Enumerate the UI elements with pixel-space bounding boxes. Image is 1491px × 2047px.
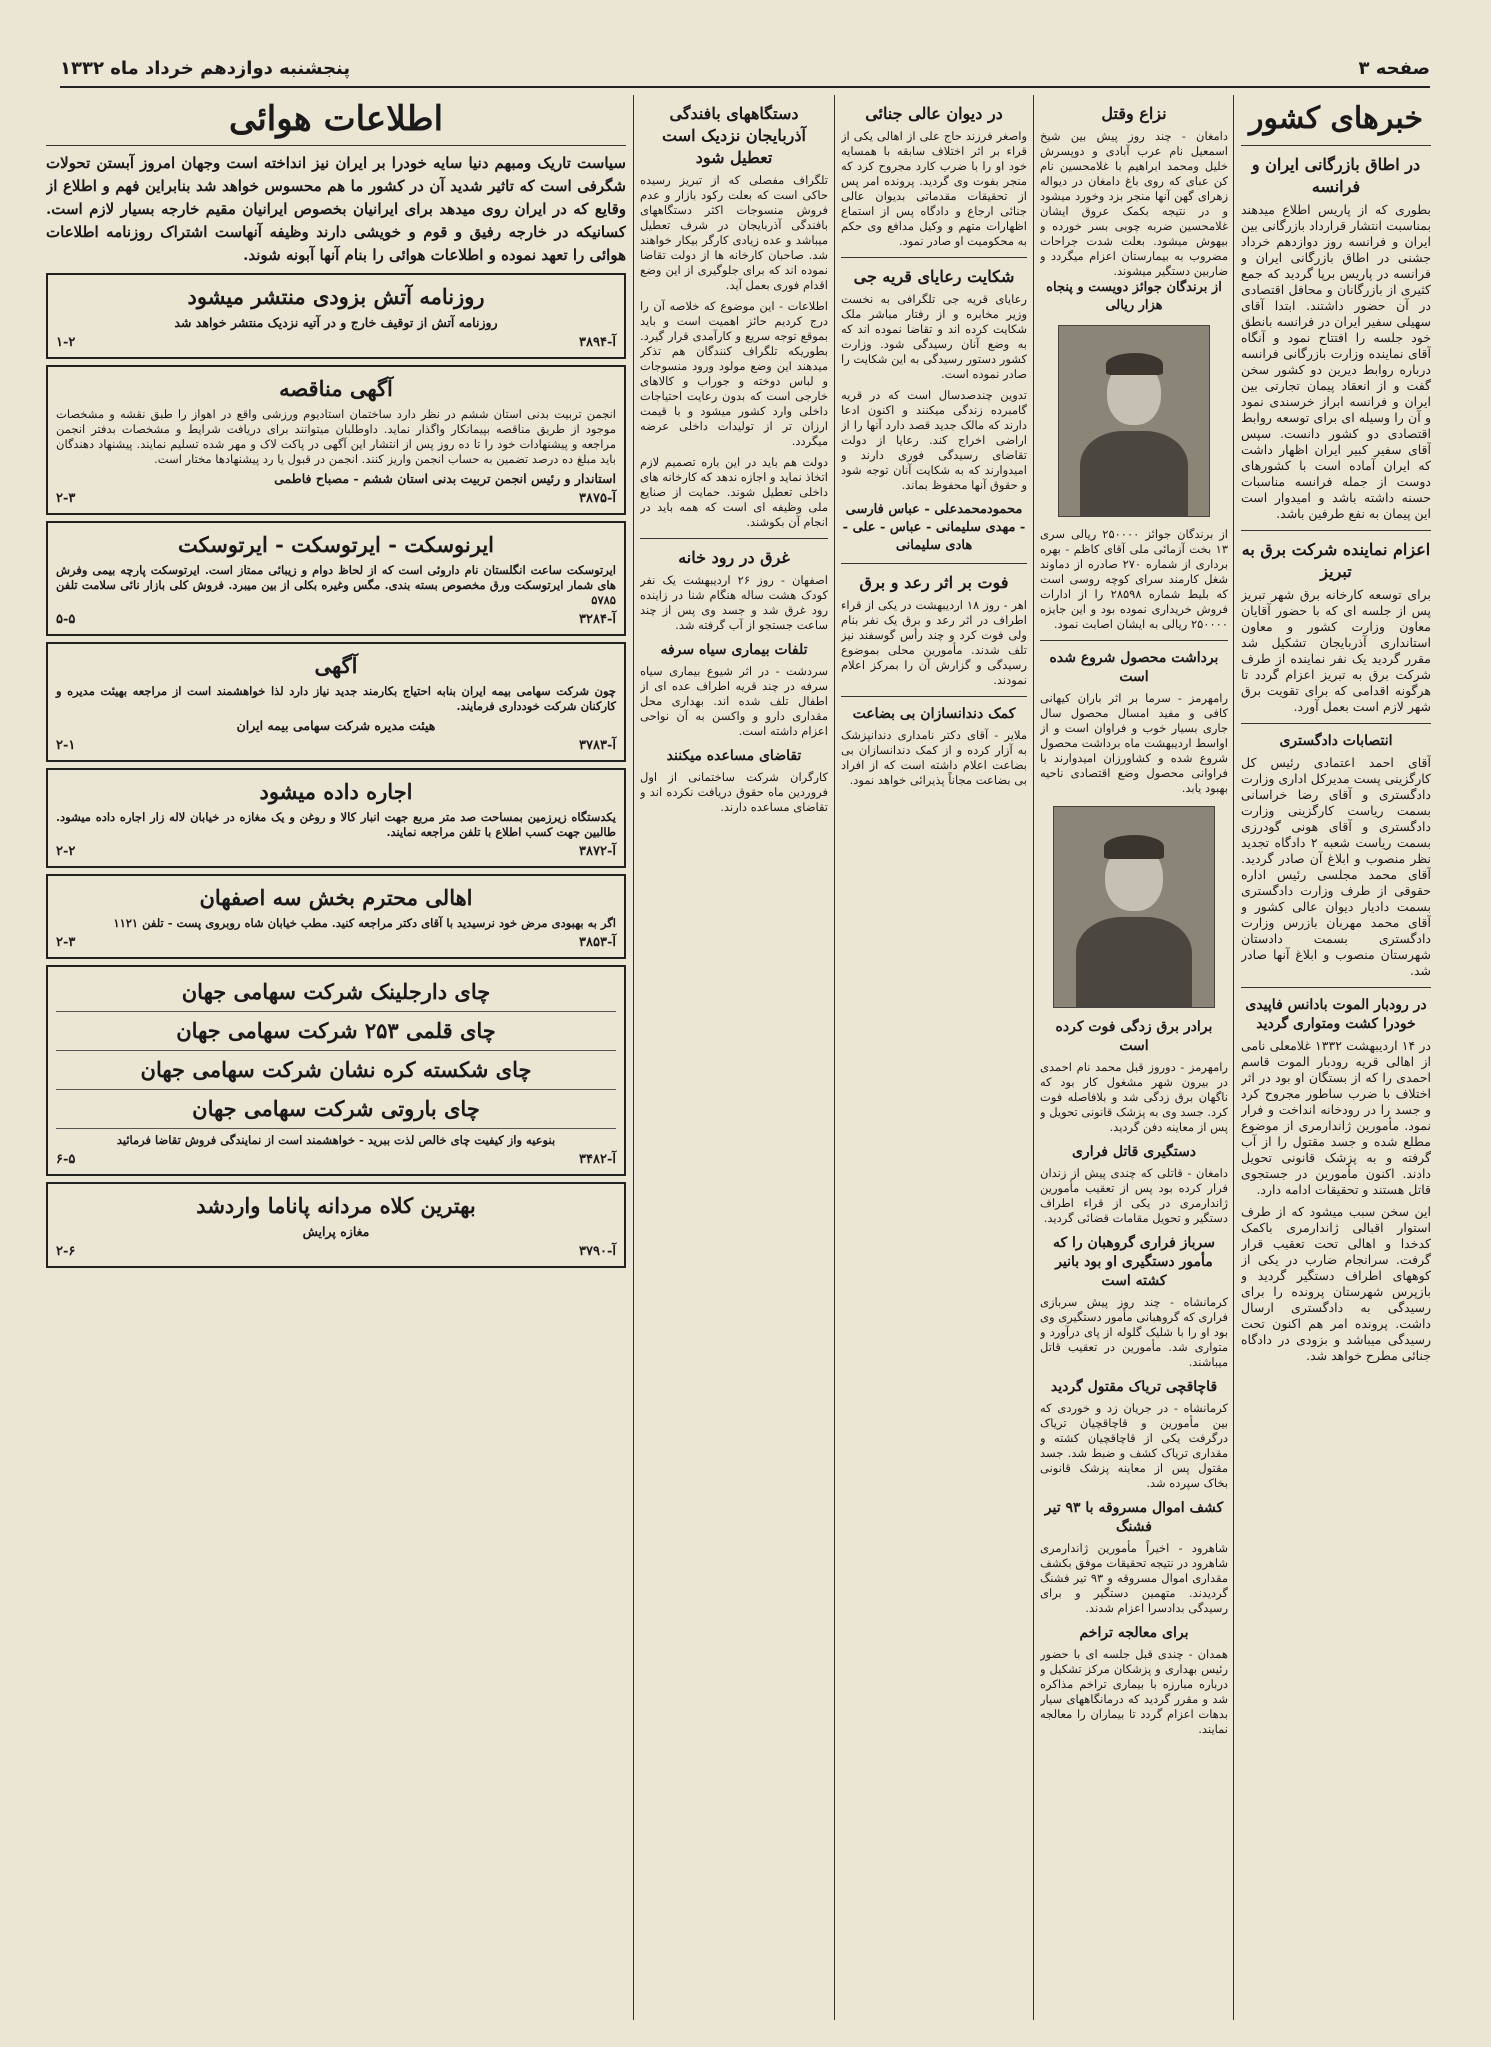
article-lightning-death: اهر - روز ۱۸ اردیبهشت در یکی از قراء اطراف در اثر رعد و برق یک نفر بنام ولی فوت کرد و چند رأس گوسفند نیز تلف شدند. مأمورین محلی بموضوع رسیدگی و گزارش آن را بمرکز اعلام نمودند.	[841, 598, 1027, 687]
divider	[1241, 723, 1431, 724]
article-drowning: اصفهان - روز ۲۶ اردیبهشت یک نفر کودک هشت ساله هنگام شنا در زاینده رود غرق شد و جسد وی پس از چند ساعت جستجو از آب گرفته شد.	[640, 573, 828, 632]
article-alamut-continued: این سخن سبب میشود که از طرف استوار اقبالی ژاندارمری باکمک کدخدا و اهالی تحت تعقیب قرار گرفت. سرانجام ضارب در یکی از کوههای اطراف دستگیر گردید و بازپرس شهرستان پرونده را برای رسیدگی به دادگستری ارسال داشت. پرونده امر هم اکنون تحت رسیدگی میباشد و بزودی در دادگاه جنائی مطرح خواهد شد.	[1241, 1204, 1431, 1363]
ad-ref: آ-۳۲۸۴ ۵-۵	[56, 612, 616, 627]
column-rule	[1033, 95, 1034, 2020]
headline-lightning-death: فوت بر اثر رعد و برق	[859, 573, 1009, 592]
tea-note: بنوعیه واز کیفیت چای خالص لذت ببرید - خواهشمند است از نمایندگی فروش تقاضا فرمائید	[116, 1133, 556, 1147]
divider	[1040, 640, 1228, 641]
ad-box-insecticide	[46, 521, 626, 636]
article-trachoma: همدان - چندی قبل جلسه ای با حضور رئیس بهداری و پزشکان مرکز تشکیل و درباره مبارزه با بیماری تراخم مذاکره شد و مقرر گردید که درمانگاههای سیار بدهات اعزام گردد تا بیماران را معالجه نمایند.	[1040, 1647, 1228, 1736]
article-editorial-note: اطلاعات - این موضوع که خلاصه آن را درج کردیم حائز اهمیت است و باید بموقع توجه سریع و کارآمدی قرار گیرد. بطوریکه تلگراف کنندگان هم تذکر میدهند این وضع مولود ورود منسوجات و لباس دوخته و جوراب و کالاهای خارجی است که بدون رعایت احتیاجات داخلی وارد کشور میشود و با قیمت ارزان تر از تولیدات داخلی عرضه میگردد.	[640, 299, 828, 448]
ad-box-insurance	[46, 642, 626, 762]
headline-whooping-cough: تلفات بیماری سیاه سرفه	[660, 642, 808, 658]
tea-line: چای شکسته کره نشان شرکت سهامی جهان	[56, 1051, 616, 1090]
headline-electrocution: برادر برق زدگی فوت کرده است	[1055, 1019, 1213, 1054]
ad-signature-tender: استاندار و رئیس انجمن تربیت بدنی استان ششم - مصباح فاطمی	[274, 471, 616, 486]
headline-soldier-fugitive: سرباز فراری گروهبان را که مأمور دستگیری او بود بانیر کشته است	[1052, 1235, 1216, 1289]
article-villagers-complaint: رعایای قریه جی تلگرافی به نخست وزیر مخابره و از رفتار مباشر ملک شکایت کرده اند و تقاضا نموده اند که به وضع آنان رسیدگی شود. وزارت کشور دستور رسیدگی به این شکایت را صادر نموده است.	[841, 292, 1027, 381]
ad-title-insurance: آگهی	[314, 653, 358, 678]
column-provincial-news	[1040, 95, 1228, 2020]
article-chamber-commerce: بطوری که از پاریس اطلاع میدهند بمناسبت انتشار قرارداد بازرگانی بین ایران و فرانسه روز دوازدهم خرداد جشنی در اطاق بازرگانی ایران و فرانسه در پاریس برپا گردید که جمع کثیری از بازرگانان و محافل اقتصادی در آن حضور داشتند. ابتدا آقای سهیلی سفیر ایران در فرانسه بانطق خود جلسه را افتتاح نمود و آنگاه آقای نماینده وزارت بازرگانی فرانسه درباره روابط دیرین دو کشور سخن گفت و از انعقاد پیمان تجارتی بین ایران و فرانسه ابراز خرسندی نمود و آن را وسیله ای برای توسعه روابط اقتصادی دو کشور دانست. سپس آقای سفیر کبیر ایران اظهار داشت که ایران آماده است با کشورهای دوست از جمله فرانسه مناسبات حسنه داشته باشد و امیدوار است این پیمان به نفع طرفین باشد.	[1241, 202, 1431, 521]
divider	[1241, 987, 1431, 988]
ad-ref: آ-۳۸۷۵ ۲-۳	[56, 491, 616, 506]
ad-title-tender: آگهی مناقصه	[279, 376, 393, 401]
ad-title-insecticide: ایرنوسکت - ایرتوسکت - ایرتوسکت	[178, 532, 494, 557]
article-smuggler-killed: کرمانشاه - در جریان زد و خوردی که بین مأمورین و قاچاقچیان تریاک درگرفت یکی از قاچاقچیان کشته و مقداری تریاک کشف و ضبط شد. جسد مقتول پس از معاینه پزشک قانونی بخاک سپرده شد.	[1040, 1401, 1228, 1490]
ad-title-rental: اجاره داده میشود	[259, 779, 413, 804]
article-dental-help: ملایر - آقای دکتر نامداری دندانپزشک به آزار کرده و از کمک دندانسازان بی بضاعت اعلام داشته است که از افراد بی بضاعت مجاناً پذیرائی خواهد نمود.	[841, 728, 1027, 787]
divider	[841, 563, 1027, 564]
column-rule	[834, 95, 835, 2020]
ad-shop-name: مغازه پرایش	[302, 1224, 370, 1239]
column-rule	[1233, 95, 1234, 2020]
ad-signature-insurance: هیئت مدیره شرکت سهامی بیمه ایران	[236, 718, 436, 733]
article-soldier-fugitive: کرمانشاه - چند روز پیش سربازی فراری که گروهبانی مأمور دستگیری وی بود او را با شلیک گلوله از پای درآورد و متواری شد. مأمورین در تعقیب قاتل میباشند.	[1040, 1295, 1228, 1369]
ad-text-tender: انجمن تربیت بدنی استان ششم در نظر دارد ساختمان استادیوم ورزشی واقع در اهواز را طبق نقشه و مشخصات موجود از طریق مناقصه بپیمانکار واگذار نماید. داوطلبان میتوانند برای دریافت شرایط و مشخصات بدفتر انجمن مراجعه و پیشنهادات خود را تا ده روز پس از انتشار این آگهی در پاکت لاک و مهر شده تسلیم نمایند. پیشنهاد دهندگان باید مبلغ ده درصد تضمین به حساب انجمن واریز کنند. انجمن در قبول یا رد پیشنهادها مختار است.	[56, 407, 616, 466]
ad-title-isfahan: اهالی محترم بخش سه اصفهان	[199, 885, 473, 910]
headline-fugitive-arrest: دستگیری قاتل فراری	[1071, 1144, 1197, 1160]
headline-stolen-goods: کشف اموال مسروقه با ۹۳ تیر فشنگ	[1044, 1500, 1224, 1535]
ad-ref: آ-۳۷۸۳ ۲-۱	[56, 738, 616, 753]
article-electric-company: برای توسعه کارخانه برق شهر تبریز پس از جلسه ای که با حضور آقایان معاون وزارت کشور و معاون استانداری آذربایجان تشکیل شد مقرر گردید یک نفر نماینده از طرف شرکت برق به تبریز اعزام گردد تا هرگونه اقدامی که برای تقویت برق شهر لازم است بعمل آورد.	[1241, 587, 1431, 714]
headline-villagers-complaint: شکایت رعایای قریه جی	[853, 267, 1015, 286]
photo-caption-lottery: از برندگان جوائز دویست و پنجاه هزار ریالی	[1046, 280, 1222, 313]
column-court-news	[841, 95, 1027, 2020]
article-weaving-looms: تلگراف مفصلی که از تبریز رسیده حاکی است که بعلت رکود بازار و عدم فروش منسوجات اکثر دستگاههای بافندگی آذربایجان در شرف تعطیل میباشد و عده زیادی کارگر بیکار خواهند شد. صاحبان کارخانه ها از دولت تقاضا نموده اند که برای جلوگیری از این وضع اقدام فوری بعمل آید.	[640, 173, 828, 292]
article-lottery-winner: از برندگان جوائز ۲۵۰۰۰۰ ریالی سری ۱۳ بخت آزمائی ملی آقای کاظم - بهره برداری از شماره ۲۷۰ صادره از دماوند شغل کارمند سرای کوچه روسی است که بلیط شماره ۲۸۵۹۸ را از ادارات فروش خریداری نموده بود و این جایزه ۲۵۰۰۰۰ ریالی به ایشان اصابت نمود.	[1040, 527, 1228, 631]
article-justice-appointments: آقای احمد اعتمادی رئیس کل کارگزینی پست مدیرکل اداری وزارت دادگستری و آقای رضا خراسانی بسمت ریاست کارگزینی وزارت دادگستری و آقای هونی گودرزی بسمت ریاست شعبه ۲ دادگاه تجدید نظر منصوب و ابلاغ آن صادر گردید. آقای محمد مجلسی رئیس اداره حقوقی از طرف وزارت دادگستری بسمت دادیار دیوان عالی کشور و آقای محمد مهربان بازرس وزارت دادگستری بسمت دادستان شهرستان منصوب و ابلاغ آنها صادر شد.	[1241, 755, 1431, 978]
column-industry-news	[640, 95, 828, 2020]
portrait-photo	[1058, 325, 1210, 517]
ad-ref: آ-۳۴۸۲ ۶-۵	[56, 1152, 616, 1167]
ad-text-isfahan: اگر به بهبودی مرض خود نرسیدید با آقای دکتر مراجعه کنید. مطب خیابان شاه روبروی پست - تلفن ۱۱۲۱	[113, 916, 616, 930]
article-advance-request: کارگران شرکت ساختمانی از اول فروردین ماه حقوق دریافت نکرده اند و تقاضای مساعده دارند.	[640, 770, 828, 814]
ad-box-hats	[46, 1182, 626, 1268]
headline-dental-help: کمک دندانسازان بی بضاعت	[852, 706, 1016, 722]
article-criminal-court: واصغر فرزند حاج علی از اهالی یکی از قراء بر اثر اختلاف سابقه با همسایه خود او را با ضرب کارد مجروح کرد که منجر بفوت وی گردید. پرونده امر پس از تحقیقات مقدماتی بدیوان عالی جنائی ارجاع و دادگاه پس از استماع اظهارات متهم و وکیل مدافع وی حکم به محکومیت او صادر نمود.	[841, 129, 1027, 248]
headline-electric-company: اعزام نماینده شرکت برق به تبریز	[1241, 540, 1431, 581]
article-whooping-cough: سردشت - در اثر شیوع بیماری سیاه سرفه در چند قریه اطراف عده ای از اطفال تلف شده اند. بهداری محل مقداری دارو و واکسن به آن نواحی اعزام داشته است.	[640, 664, 828, 738]
ad-box-tea	[46, 965, 626, 1176]
ad-box-atash	[46, 273, 626, 359]
headline-chamber-commerce: در اطاق بازرگانی ایران و فرانسه	[1251, 155, 1421, 196]
ad-ref: آ-۳۸۷۲ ۲-۲	[56, 844, 616, 859]
headline-drowning: غرق در رود خانه	[678, 548, 790, 567]
headline-alamut-incident: در رودبار الموت بادانس فاپیدی خودرا کشت ومتواری گردید	[1245, 997, 1427, 1032]
headline-trachoma: برای معالجه تراخم	[1079, 1625, 1189, 1641]
article-quarrel-murder: دامغان - چند روز پیش بین شیخ اسمعیل نام عرب آبادی و دوپسرش خلیل ومحمد ابراهیم با غلامحسین نام کن عبای که روی باغ دامغان در دیواله زهرای گهن آنها منجر بزد وخورد میشود و در نتیجه بکمک عروق ایشان غلامحسین ضربه چوبی بسر خورده و بیهوش میشود. بعلت شدت جراحات مضروب به بیمارستان اعزام میگردد و ضاربین دستگیر میشوند.	[1040, 129, 1228, 278]
tea-line: چای دارجلینک شرکت سهامی جهان	[56, 973, 616, 1012]
headline-quarrel-murder: نزاع وقتل	[1101, 104, 1167, 123]
headline-justice-appointments: انتصابات دادگستری	[1279, 733, 1393, 749]
headline-advance-request: تقاضای مساعده میکنند	[666, 748, 802, 764]
article-electrocution: رامهرمز - دوروز قبل محمد نام احمدی در بیرون شهر مشغول کار بود که ناگهان برق زدگی شد و بلافاصله فوت کرد. جسد وی به پزشک قانونی تحویل و پس از معاینه دفن گردید.	[1040, 1060, 1228, 1134]
column-rule	[633, 95, 634, 2020]
headline-smuggler-killed: قاچاقچی تریاک مقتول گردید	[1050, 1379, 1218, 1395]
column-national-news	[1241, 95, 1431, 2020]
ad-box-tender	[46, 365, 626, 515]
article-editorial-continued: دولت هم باید در این باره تصمیم لازم اتخاذ نماید و اجازه ندهد که کارخانه های داخلی تعطیل شوند. حمایت از صنایع ملی وظیفه ای است که همه باید در انجام آن بکوشند.	[640, 455, 828, 529]
section-title-air-edition: اطلاعات هوائی	[46, 99, 626, 146]
page-number: صفحه ۳	[1358, 58, 1430, 79]
issue-date: پنجشنبه دوازدهم خرداد ماه ۱۳۳۲	[60, 58, 351, 79]
column-advertisements	[46, 95, 626, 2020]
ad-box-isfahan	[46, 874, 626, 959]
divider	[841, 696, 1027, 697]
article-villagers-continued: تدوین چندصدسال است که در قریه گامبرده زندگی میکنند و اکنون ادعا دارند که مالک جدید قصد دارد آنها را از اراضی اخراج کند. رعایا از دولت تقاضای رسیدگی فوری دارند و امیدوارند که به شکایت آنان توجه شود و حقوق آنها محفوظ بماند.	[841, 388, 1027, 492]
ad-ref: آ-۳۷۹۰ ۲-۶	[56, 1244, 616, 1259]
headline-harvest: برداشت محصول شروع شده است	[1049, 650, 1219, 685]
article-alamut-incident: در ۱۴ اردیبهشت ۱۳۳۲ غلامعلی نامی از اهالی قریه رودبار الموت قاسم احمدی را که از بستگان او بود در اثر اختلاف با ضرب ساطور مجروح کرد و جسد را در رودخانه انداخت و فرار نمود. مأمورین ژاندارمری از موضوع مطلع شده و جسد مقتول را از آب گرفته و به پزشک قانونی تحویل دادند. اکنون مأمورین در جستجوی قاتل هستند و تحقیقات ادامه دارد.	[1241, 1038, 1431, 1197]
headline-weaving-looms: دستگاههای بافندگی آذربایجان نزدیک است تعطیل شود	[662, 104, 806, 167]
ad-ref: آ-۳۸۹۴ ۱-۲	[56, 335, 616, 350]
ad-title-atash: روزنامه آتش بزودی منتشر میشود	[187, 284, 485, 309]
divider	[841, 257, 1027, 258]
headline-criminal-court: در دیوان عالی جنائی	[865, 104, 1003, 123]
ad-title-hats: بهترین کلاه مردانه پاناما واردشد	[196, 1193, 476, 1218]
section-title-national-news: خبرهای کشور	[1241, 99, 1431, 146]
ad-ref: آ-۳۸۵۳ ۲-۳	[56, 935, 616, 950]
article-stolen-goods: شاهرود - اخیراً مأمورین ژاندارمری شاهرود در نتیجه تحقیقات موفق بکشف مقداری اموال مسروقه و ۹۳ تیر فشنگ گردیدند. متهمین دستگیر و برای رسیدگی بدادسرا اعزام شدند.	[1040, 1541, 1228, 1615]
ad-text-rental: یکدستگاه زیرزمین بمساحت صد متر مربع جهت انبار کالا و روغن و یک مغازه در خیابان لاله زار اجاره داده میشود. طالبین جهت کسب اطلاع با تلفن مراجعه نمایند.	[56, 810, 616, 839]
ad-text-insurance: چون شرکت سهامی بیمه ایران بنابه احتیاج بکارمند جدید نیاز دارد لذا خواهشمند است از مراجعه بهیئت مدیره و کارکنان شرکت خودداری فرمایند.	[56, 684, 616, 713]
ad-text-insecticide: ایرتوسکت ساعت انگلستان نام داروئی است که از لحاظ دوام و زیبائی ممتاز است. ایرتوسکت پارچه بیمی وفرش های شمار ایرتوسکت ورق مخصوص بسته بندی. مگس وغیره بکلی از بین میبرد. فروش کلی بازار نائی سلامت تلفن ۵۷۸۵	[56, 563, 616, 607]
portrait-photo	[1053, 806, 1215, 1008]
article-fugitive-arrest: دامغان - قاتلی که چندی پیش از زندان فرار کرده بود پس از تعقیب مأمورین ژاندارمری در یکی از قراء اطراف دستگیر و تحویل مقامات قضائی گردید.	[1040, 1166, 1228, 1225]
air-edition-promo: سیاست تاریک ومبهم دنیا سایه خودرا بر ایران نیز انداخته است وجهان امروز آبستن تحولات شگرفی است که تاثیر شدید آن در کشور ما هم محسوس خواهد شد بنابراین فهم و اطلاع از وقایع که در ایران روی میدهد برای ایرانیان بخصوص ایرانیان مقیم خارجه بسیار لازم است. کسانیکه در خارجه رفیق و قوم و خویشی دارند وظیفه آنهاست اشتراک روزنامه اطلاعات هوائی را تعهد نموده و اطلاعات هوائی را بنام آنها آبونه شوند.	[46, 154, 626, 264]
ad-text-atash: روزنامه آتش از توقیف خارج و در آتیه نزدیک منتشر خواهد شد	[174, 315, 498, 330]
page-header	[60, 52, 1430, 88]
complaint-signatures: محمودمحمدعلی - عباس فارسی - مهدی سلیمانی - عباس - علی - هادی سلیمانی	[842, 502, 1026, 553]
article-harvest: رامهرمز - سرما بر اثر باران کیهانی کافی و مفید امسال محصول سال جاری بسیار خوب و فراوان است و از اواسط اردیبهشت ماه برداشت محصول شروع شده و کشاورزان امیدوارند با فراوانی محصول وضع اقتصادی ناحیه بهبود یابد.	[1040, 691, 1228, 795]
tea-line: چای باروتی شرکت سهامی جهان	[56, 1090, 616, 1129]
divider	[1241, 530, 1431, 531]
ad-box-rental	[46, 768, 626, 868]
tea-line: چای قلمی ۲۵۳ شرکت سهامی جهان	[56, 1012, 616, 1051]
divider	[640, 538, 828, 539]
